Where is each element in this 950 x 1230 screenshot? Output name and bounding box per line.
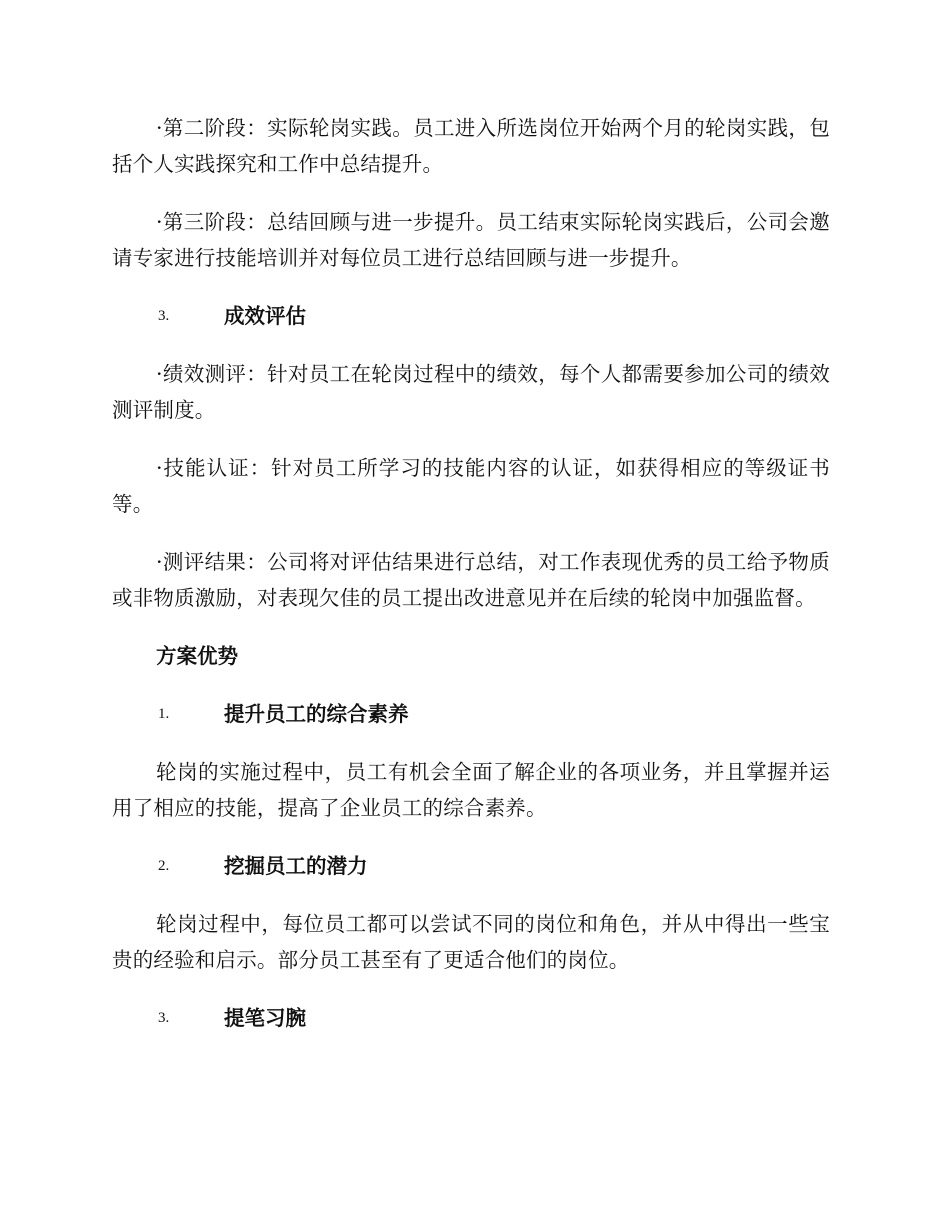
heading-number: 2.	[158, 858, 170, 874]
heading-advantage-two	[112, 848, 830, 884]
paragraph-stage-three: ·第三阶段：总结回顾与进一步提升。员工结束实际轮岗实践后，公司会邀请专家进行技能培训并对每位员工进行总结回顾与进一步提升。	[112, 210, 830, 270]
paragraph-advantage-one: 轮岗的实施过程中，员工有机会全面了解企业的各项业务，并且掌握并运用了相应的技能，提高了企业员工的综合素养。	[112, 760, 830, 820]
paragraph-stage-two: ·第二阶段：实际轮岗实践。员工进入所选岗位开始两个月的轮岗实践，包括个人实践探究和工作中总结提升。	[112, 116, 830, 176]
paragraph-evaluation-result: ·测评结果：公司将对评估结果进行总结，对工作表现优秀的员工给予物质或非物质激励，对表现欠佳的员工提出改进意见并在后续的轮岗中加强监督。	[112, 550, 830, 610]
heading-text: 提升员工的综合素养	[224, 702, 409, 726]
heading-text: 挖掘员工的潜力	[224, 854, 368, 878]
paragraph-advantage-two: 轮岗过程中，每位员工都可以尝试不同的岗位和角色，并从中得出一些宝贵的经验和启示。部分员工甚至有了更适合他们的岗位。	[112, 912, 830, 972]
heading-advantage-one	[112, 696, 830, 732]
paragraph-performance-evaluation: ·绩效测评：针对员工在轮岗过程中的绩效，每个人都需要参加公司的绩效测评制度。	[112, 362, 830, 422]
heading-number: 3.	[158, 1010, 170, 1026]
paragraph-skill-certification: ·技能认证：针对员工所学习的技能内容的认证，如获得相应的等级证书等。	[112, 456, 830, 516]
section-title-advantages: 方案优势	[156, 644, 238, 668]
heading-text: 提笔习腕	[224, 1006, 306, 1030]
heading-text: 成效评估	[224, 304, 306, 328]
document-content	[112, 110, 830, 1058]
heading-effect-evaluation	[112, 298, 830, 334]
heading-number: 1.	[158, 706, 170, 722]
heading-advantage-three	[112, 1000, 830, 1036]
heading-number: 3.	[158, 308, 170, 324]
